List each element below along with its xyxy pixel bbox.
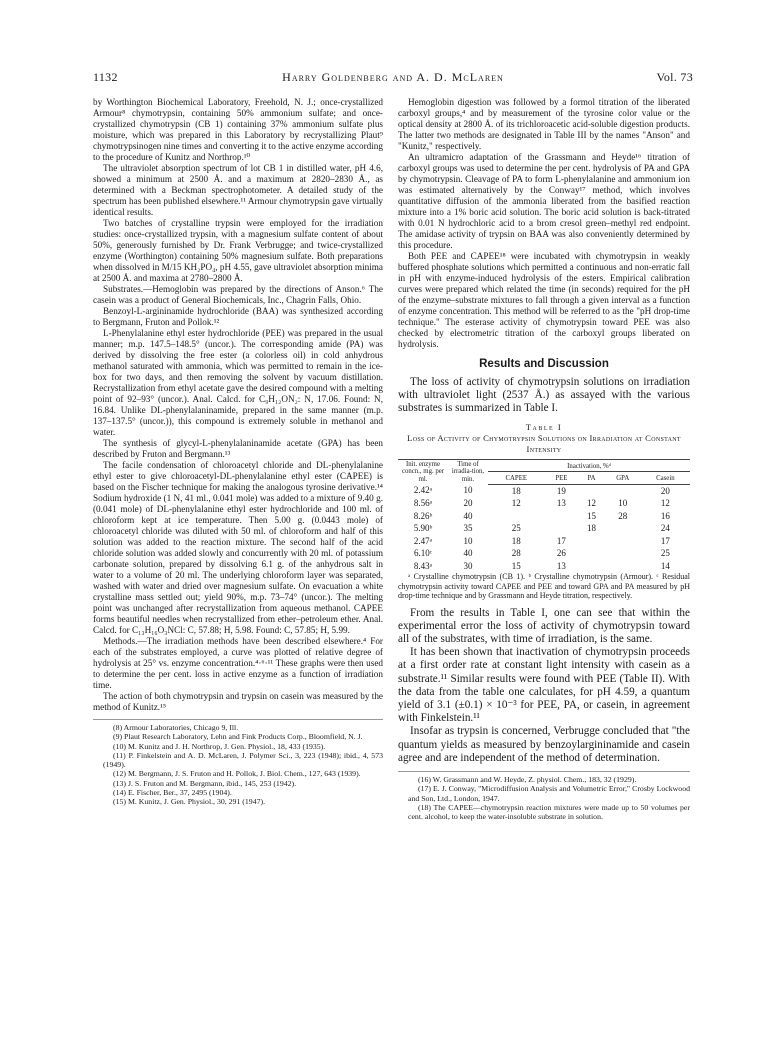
footnote: (15) M. Kunitz, J. Gen. Physiol., 30, 291 (1947). [113,797,266,807]
table-1 [398,459,690,573]
cell-inactivation: 18 [511,485,521,496]
table-row [398,535,690,548]
left-footnotes [93,719,383,807]
paragraph: Methods.—The irradiation methods have been described elsewhere.⁴ For each of the substrates employed, a curve was plotted of relative degree of hydrolysis at 25° vs. enzyme concentration.⁴·⁶·¹¹ These graphs were then used to determine the per cent. loss in active enzyme as a function of irradiation time. [93,636,383,690]
footnote: (13) J. S. Fruton and M. Bergmann, ibid., 145, 253 (1942). [113,778,297,788]
cell-inactivation: 28 [511,548,521,559]
table-row [398,484,690,497]
cell-inactivation: 25 [511,523,521,534]
cell-inactivation: 16 [660,510,670,521]
right-body-top [398,97,690,350]
running-header [93,70,693,86]
cell-time: 10 [463,535,473,546]
cell-inactivation: 17 [556,535,566,546]
paragraph: by Worthington Biochemical Laboratory, Freehold, N. J.; once-crystallized Armour⁸ chymotrypsin, containing 50% ammonium sulfate; and once-crystallized chymotrypsin (CB 1) containing 37% ammonium sulfate plus moisture, which was prepared in this Laboratory by recrystallizing Plaut⁹ chymotrypsinogen nine times and converting it to the active enzyme according to the procedure of Kunitz and Northrop.¹⁰ [93,97,383,162]
cell-inactivation [605,547,641,560]
footnote: (9) Plaut Research Laboratory, Lehn and Fink Products Corp., Bloomfield, N. J. [113,732,363,742]
cell-inactivation [545,522,579,535]
cell-time: 40 [463,510,473,521]
paragraph: Insofar as trypsin is concerned, Verbrugge concluded that "the quantum yields as measured by benzoylargininamide and casein agree and are independent of the method of determination. [398,725,690,764]
footnote: (16) W. Grassmann and W. Heyde, Z. physiol. Chem., 183, 32 (1929). [418,775,637,785]
cell-time: 20 [463,498,473,509]
cell-inactivation: 18 [511,535,521,546]
cell-inactivation: 17 [660,535,670,546]
cell-concentration: 2.47ᵃ [413,535,433,546]
cell-inactivation [578,535,604,548]
cell-inactivation: 13 [556,498,566,509]
paragraph: The ultraviolet absorption spectrum of lot CB 1 in distilled water, pH 4.6, showed a minimum at 2500 Å. and a maximum at 2820–2830 Å., as determined with a Beckman spectrophotometer. A detailed study of the spectrum has been published elsewhere.¹¹ Armour chymotrypsin gave virtually identical results. [93,163,383,217]
cell-inactivation [488,510,545,523]
cell-time: 10 [463,485,473,496]
cell-inactivation: 19 [556,485,566,496]
col-header-substrate: PEE [545,472,579,485]
footnote: (12) M. Bergmann, J. S. Fruton and H. Pollok, J. Biol. Chem., 127, 643 (1939). [113,769,361,779]
cell-concentration: 8.43ᵃ [413,560,433,571]
footnote: (10) M. Kunitz and J. H. Northrop, J. Gen. Physiol., 18, 433 (1935). [113,741,326,751]
paragraph: L-Phenylalanine ethyl ester hydrochloride (PEE) was prepared in the usual manner; m.p. 147.5–148.5° (uncor.). The corresponding amide (PA) was derived by dissolving the free ester (a colorless oil) in cold anhydrous methanol saturated with ammonia, which was permitted to remain in the ice-box for two days, and then removing the solvent by vacuum distillation. Recrystallization from ethyl acetate gave the desired compound with a melting point of 92–93° (uncor.). Anal. Calcd. for C₉H₁₂ON₂: N, 17.06. Found: N, 16.84. Unlike DL-phenylalaninamide, prepared in the same manner (m.p. 137–137.5° (uncor.)), this compound is extremely soluble in methanol and water. [93,328,383,437]
cell-inactivation [578,560,604,573]
cell-concentration: 5.90ᵇ [413,523,433,534]
results-intro-block [398,376,690,416]
section-heading: Results and Discussion [479,358,609,370]
cell-inactivation [605,535,641,548]
cell-concentration: 8.56ᵃ [413,498,433,509]
paragraph: The action of both chymotrypsin and trypsin on casein was measured by the method of Kunitz.¹⁵ [93,691,383,712]
footnote: (17) E. J. Conway, "Microdiffusion Analysis and Volumetric Error," Crosby Lockwood and Son, Ltd., London, 1947. [408,784,690,803]
results-intro: The loss of activity of chymotrypsin solutions on irradiation with ultraviolet light (2537 Å.) as assayed with the various substrates is summarized in Table I. [398,376,690,415]
paragraph: An ultramicro adaptation of the Grassmann and Heyde¹⁶ titration of carboxyl groups was used to determine the per cent. hydrolysis of PA and GPA by chymotrypsin. Cleavage of PA to form L-phenylalanine and ammonium ion was estimated alternatively by the Conway¹⁷ method, which involves quantitative diffusion of the ammonia liberated from the basified reaction mixture into a 1% boric acid solution. The boric acid solution is back-titrated with 0.01 N hydrochloric acid to a brom cresol green–methyl red endpoint. The amidase activity of trypsin on BAA was also conveniently determined by this procedure. [398,152,690,250]
table-caption-block [398,422,690,455]
cell-inactivation: 28 [618,510,628,521]
footnote: (18) The CAPEE—chymotrypsin reaction mixtures were made up to 50 volumes per cent. alcohol, to keep the water-insoluble substrate in solution. [408,802,690,822]
volume-label: Vol. 73 [656,70,693,84]
paragraph: Hemoglobin digestion was followed by a formol titration of the liberated carboxyl groups,⁴ and by measurement of the tyrosine color value or the optical density at 2800 Å. of its trichloroacetic acid-soluble digestion products. The latter two methods are designated in Table III by the names "Anson" and "Kunitz," respectively. [398,97,690,151]
paragraph: Substrates.—Hemoglobin was prepared by the directions of Anson.⁶ The casein was a product of General Biochemicals, Inc., Chagrin Falls, Ohio. [93,284,383,305]
footnote: (14) E. Fischer, Ber., 37, 2495 (1904). [113,788,232,798]
left-column [93,97,383,807]
cell-inactivation: 10 [618,498,628,509]
table-row [398,547,690,560]
running-title: Harry Goldenberg and A. D. McLaren [282,70,504,84]
paragraph: It has been shown that inactivation of chymotrypsin proceeds at a first order rate at constant light intensity with casein as a substrate.¹¹ Similar results were found with PEE (Table II). With the data from the table one calculates, for pH 4.59, a quantum yield of 3.1 (±0.1) × 10⁻³ for PEE, PA, or casein, in agreement with Finkelstein.¹¹ [398,646,690,725]
paragraph: Both PEE and CAPEE¹⁸ were incubated with chymotrypsin in weakly buffered phosphate solutions which permitted a continuous and non-erratic fall in pH with enzyme-induced hydrolysis of the esters. Empirical calibration curves were prepared which related the time (in seconds) required for the pH of the enzyme–substrate mixtures to fall through a given interval as a function of enzyme concentration. This method will be referred to as the "pH drop-time technique." The esterase activity of chymotrypsin toward PEE was also checked by electrometric titration of the carboxyl groups liberated on hydrolysis. [398,251,690,349]
cell-inactivation [605,522,641,535]
cell-inactivation [545,510,579,523]
paragraph: The facile condensation of chloroacetyl chloride and DL-phenylalanine ethyl ester to give chloroacetyl-DL-phenylalanine ethyl ester (CAPEE) is based on the Fischer technique for making the analogous tyrosine derivative.¹⁴ Sodium hydroxide (1 N, 41 ml., 0.041 mole) was added to a mixture of 9.40 g. (0.041 mole) of DL-phenylalanine ethyl ester hydrochloride and 100 ml. of chloroform kept at ice temperature. Then 5.00 g. (0.0443 mole) of chloroacetyl chloride was diluted with 50 ml. of chloroform and half of this solution was added to the reaction mixture. The second half of the acid chloride solution was added slowly and concurrently with 20 ml. of potassium carbonate solution, prepared by dissolving 6.1 g. of the anhydrous salt in water to a volume of 20 ml. The underlying chloroform layer was separated, washed with water and dried over magnesium sulfate. On evacuation a white crystalline mass settled out; yield 90%, m.p. 73–74° (uncor.). The melting point was unchanged after recrystallization from aqueous methanol. CAPEE forms beautiful needles when recrystallized from ether–petroleum ether. Anal. Calcd. for C₁₃H₁₆O₃NCl: C, 57.88; H, 5.98. Found: C, 57.85; H, 5.99. [93,460,383,635]
right-column [398,97,690,822]
cell-concentration: 2.42ᵃ [413,485,433,496]
cell-time: 35 [463,523,473,534]
paragraph: Two batches of crystalline trypsin were employed for the irradiation studies: once-crystallized trypsin, with a magnesium sulfate content of about 50%, generously furnished by Dr. Frank Verbrugge; and twice-crystallized enzyme (Worthington) containing 50% magnesium sulfate. Both preparations when dissolved in M/15 KH₂PO₄, pH 4.55, gave ultraviolet absorption minima at 2500 Å. and maxima at 2780–2800 Å. [93,218,383,283]
cell-inactivation: 15 [587,510,597,521]
cell-time: 40 [463,548,473,559]
cell-inactivation [578,484,604,497]
col-header-time: Time of irradia-tion, min. [448,459,488,484]
table-row [398,560,690,573]
col-header-enzyme: Init. enzyme concn., mg. per ml. [398,459,448,484]
cell-inactivation: 13 [556,560,566,571]
paragraph: The synthesis of glycyl-L-phenylalaninamide acetate (GPA) has been described by Fruton and Bergmann.¹³ [93,438,383,459]
cell-inactivation: 18 [587,523,597,534]
cell-inactivation [605,484,641,497]
footnote: (11) P. Finkelstein and A. D. McLaren, J. Polymer Sci., 3, 223 (1948); ibid., 4, 573 (1949). [103,750,383,770]
cell-inactivation: 25 [660,548,670,559]
cell-time: 30 [463,560,473,571]
cell-inactivation: 12 [511,498,521,509]
cell-inactivation: 24 [660,523,670,534]
cell-inactivation: 12 [587,498,597,509]
cell-inactivation: 14 [660,560,670,571]
table-row [398,522,690,535]
paragraph: Benzoyl-L-argininamide hydrochloride (BAA) was synthesized according to Bergmann, Fruton and Pollok.¹² [93,306,383,327]
paragraph: From the results in Table I, one can see that within the experimental error the loss of activity of chymotrypsin toward all of the substrates, with time of irradiation, is the same. [398,606,690,646]
cell-inactivation: 20 [660,485,670,496]
footnote: (8) Armour Laboratories, Chicago 9, Ill. [113,723,239,732]
page-number: 1132 [93,70,118,84]
col-header-substrate: Casein [641,472,690,485]
table-row [398,510,690,523]
cell-concentration: 8.26ᵇ [413,510,433,521]
cell-inactivation: 12 [660,498,670,509]
cell-inactivation [605,560,641,573]
col-header-substrate: CAPEE [488,472,545,485]
col-header-substrate: PA [578,472,604,485]
right-footnotes [398,771,690,821]
table-body [398,484,690,572]
col-header-substrate: GPA [605,472,641,485]
cell-inactivation [578,547,604,560]
cell-inactivation: 15 [511,560,521,571]
cell-concentration: 6.10ᶜ [413,548,433,559]
table-row [398,497,690,510]
table-caption: Loss of Activity of Chymotrypsin Solutions on Irradiation at Constant Intensity [407,432,681,454]
cell-inactivation: 26 [556,548,566,559]
left-body [93,97,383,713]
table-label: Table I [525,421,563,432]
table-notes: ᵃ Crystalline chymotrypsin (CB 1). ᵇ Crystalline chymotrypsin (Armour). ᶜ Residual chymotrypsin activity toward CAPEE and PEE and toward GPA and PA measured by pH drop-time technique and by Grassmann and Heyde titration, respectively. [398,572,690,601]
col-header-group: Inactivation, %ᵈ [488,459,690,472]
results-body [398,607,690,765]
